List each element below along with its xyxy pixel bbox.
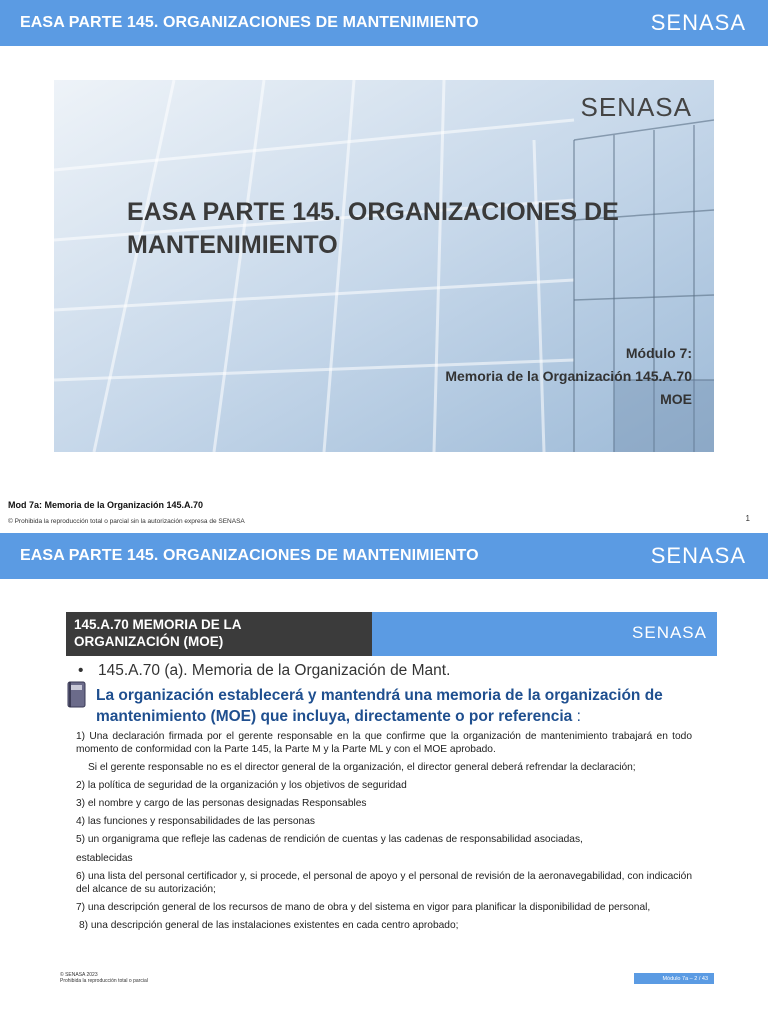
slide2-footer [60, 972, 148, 984]
list-item: 5) un organigrama que refleje las cadenas de rendición de cuentas y las cadenas de responsabilidad asociadas, [76, 834, 583, 845]
cover-title-line1: EASA PARTE 145. ORGANIZACIONES DE [127, 198, 619, 226]
module-line2: Memoria de la Organización 145.A.70 [445, 368, 692, 384]
section-header-band [372, 612, 717, 656]
lead-paragraph [96, 685, 706, 727]
lead-colon: : [572, 708, 581, 725]
slide2-footer-line2: Prohibida la reproducción total o parcial [60, 978, 148, 984]
list-item: establecidas [76, 853, 133, 864]
slide1-footer-title: Mod 7a: Memoria de la Organización 145.A.70 [8, 500, 204, 510]
slide2-banner-title: EASA PARTE 145. ORGANIZACIONES DE MANTENIMIENTO [20, 547, 479, 564]
bullet-dot-icon: • [78, 662, 84, 679]
top-banner [0, 0, 768, 46]
cover-slide [54, 80, 714, 452]
cover-title-line2: MANTENIMIENTO [127, 231, 338, 259]
senasa-logo: SENASA [650, 10, 746, 35]
slide1-page-number: 1 [745, 514, 750, 523]
slide2-top-banner [0, 533, 768, 579]
section-header [66, 612, 372, 656]
section-header-line1: 145.A.70 MEMORIA DE LA [74, 617, 242, 632]
lead-text: La organización establecerá y mantendrá una memoria de la organización de mantenimiento (MOE) que incluya, directamente o por referencia [96, 687, 663, 725]
list-item: 4) las funciones y responsabilidades de las personas [76, 816, 315, 827]
list-item: 6) una lista del personal certificador y, si procede, el personal de apoyo y el personal de revisión de la aeronavegabilidad, con indicación del alcance de su autorización; [76, 871, 692, 895]
bullet-item [78, 662, 450, 680]
banner-title: EASA PARTE 145. ORGANIZACIONES DE MANTENIMIENTO [20, 14, 479, 31]
header-senasa-logo: SENASA [632, 623, 707, 642]
slide1-footer-copyright: © Prohibida la reproducción total o parcial sin la autorización expresa de SENASA [8, 518, 245, 525]
book-icon [66, 680, 88, 710]
section-header-line2: ORGANIZACIÓN (MOE) [74, 634, 224, 649]
slide2-footer-line1: © SENASA 2023 [60, 972, 98, 978]
cover-senasa-logo: SENASA [580, 92, 692, 122]
module-line3: MOE [660, 391, 692, 407]
module-subtitle [445, 342, 692, 411]
list-item: 2) la política de seguridad de la organización y los objetivos de seguridad [76, 780, 407, 791]
bullet-text: 145.A.70 (a). Memoria de la Organización de Mant. [98, 662, 451, 679]
list-item: 8) una descripción general de las instalaciones existentes en cada centro aprobado; [79, 920, 459, 931]
requirements-list [76, 730, 692, 937]
list-item: 7) una descripción general de los recursos de mano de obra y del sistema en vigor para planificar la disponibilidad de personal, [76, 902, 651, 913]
list-item: 3) el nombre y cargo de las personas designadas Responsables [76, 798, 367, 809]
slide2-senasa-logo: SENASA [650, 543, 746, 568]
cover-title [127, 196, 667, 262]
list-item: 1) Una declaración firmada por el gerente responsable en la que confirme que la organización de mantenimiento trabajará en todo momento de conformidad con la Parte 145, la Parte M y la Parte ML y con el MOE aprobado. [76, 731, 692, 755]
list-item: Si el gerente responsable no es el director general de la organización, el director general deberá refrendar la declaración; [88, 762, 636, 773]
slide2-page-label: Módulo 7a – 2 / 43 [634, 973, 714, 984]
module-line1: Módulo 7: [625, 345, 692, 361]
